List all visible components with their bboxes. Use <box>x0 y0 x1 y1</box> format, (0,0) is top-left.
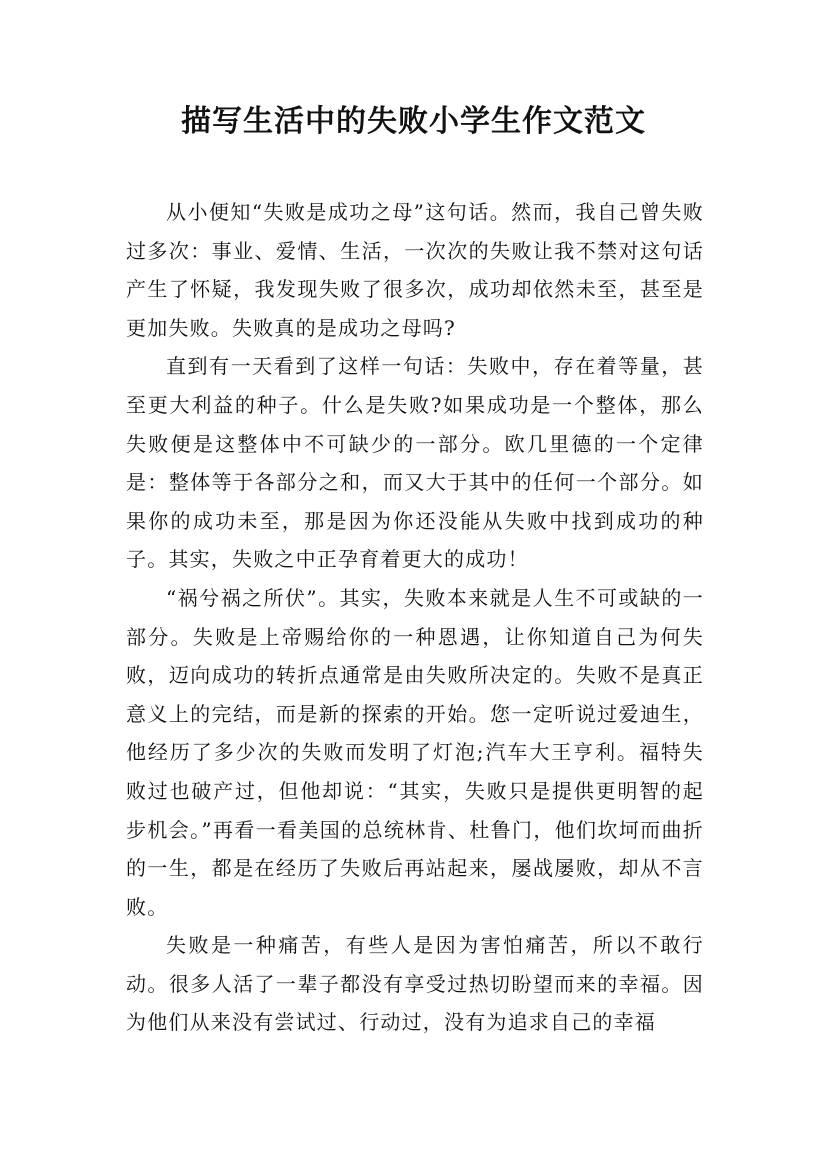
paragraph: 失败是一种痛苦，有些人是因为害怕痛苦，所以不敢行动。很多人活了一辈子都没有享受过热切盼望而来的幸福。因为他们从来没有尝试过、行动过，没有为追求自己的幸福 <box>126 933 704 1035</box>
paragraph: “祸兮祸之所伏”。其实，失败本来就是人生不可或缺的一部分。失败是上帝赐给你的一种恩遇，让你知道自己为何失败，迈向成功的转折点通常是由失败所决定的。失败不是真正意义上的完结，而是新的探索的开始。您一定听说过爱迪生，他经历了多少次的失败而发明了灯泡;汽车大王亨利。福特失败过也破产过，但他却说：“其实，失败只是提供更明智的起步机会。”再看一看美国的总统林肯、杜鲁门，他们坎坷而曲折的一生，都是在经历了失败后再站起来，屡战屡败，却从不言败。 <box>126 585 704 919</box>
paragraph: 从小便知“失败是成功之母”这句话。然而，我自己曾失败过多次：事业、爱情、生活，一次次的失败让我不禁对这句话产生了怀疑，我发现失败了很多次，成功却依然未至，甚至是更加失败。失败真的是成功之母吗? <box>126 200 704 340</box>
paragraph: 直到有一天看到了这样一句话：失败中，存在着等量，甚至更大利益的种子。什么是失败?如果成功是一个整体，那么失败便是这整体中不可缺少的一部分。欧几里德的一个定律是：整体等于各部分之和，而又大于其中的任何一个部分。如果你的成功未至，那是因为你还没能从失败中找到成功的种子。其实，失败之中正孕育着更大的成功！ <box>126 354 704 572</box>
document-title: 描写生活中的失败小学生作文范文 <box>181 104 646 139</box>
document-body <box>126 193 704 1042</box>
